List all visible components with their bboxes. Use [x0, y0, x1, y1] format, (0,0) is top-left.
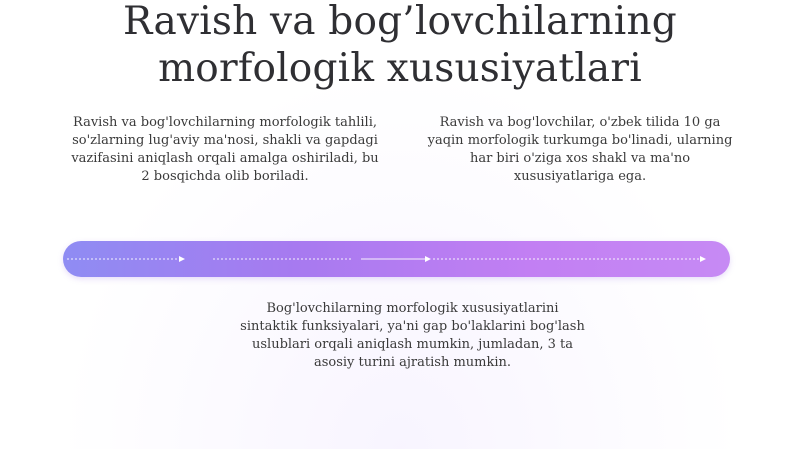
timeline-arrow-1-icon — [179, 256, 185, 262]
right-text-block: Ravish va bog'lovchilar, o'zbek tilida 10 ga yaqin morfologik turkumga bo'linadi, ularning har biri o'ziga xos shakl va ma'no xususiyatlariga ega. — [427, 115, 733, 184]
left-text-block: Ravish va bog'lovchilarning morfologik tahlili, so'zlarning lug'aviy ma'nosi, shakli va gapdagi vazifasini aniqlash orqali amalga oshiriladi, bu 2 bosqichda olib boriladi. — [71, 115, 379, 184]
timeline-bar — [63, 241, 730, 277]
timeline-arrow-2-icon — [425, 256, 431, 262]
timeline-arrows — [63, 241, 730, 277]
timeline-arrow-3-icon — [700, 256, 706, 262]
bottom-text-block: Bog'lovchilarning morfologik xususiyatlarini sintaktik funksiyalari, ya'ni gap bo'laklarini bog'lash uslublari orqali aniqlash mumkin, jumladan, 3 ta asosiy turini ajratish mumkin. — [240, 301, 585, 370]
slide-title: Ravish va bog’lovchilarning morfologik xususiyatlari — [123, 0, 677, 91]
